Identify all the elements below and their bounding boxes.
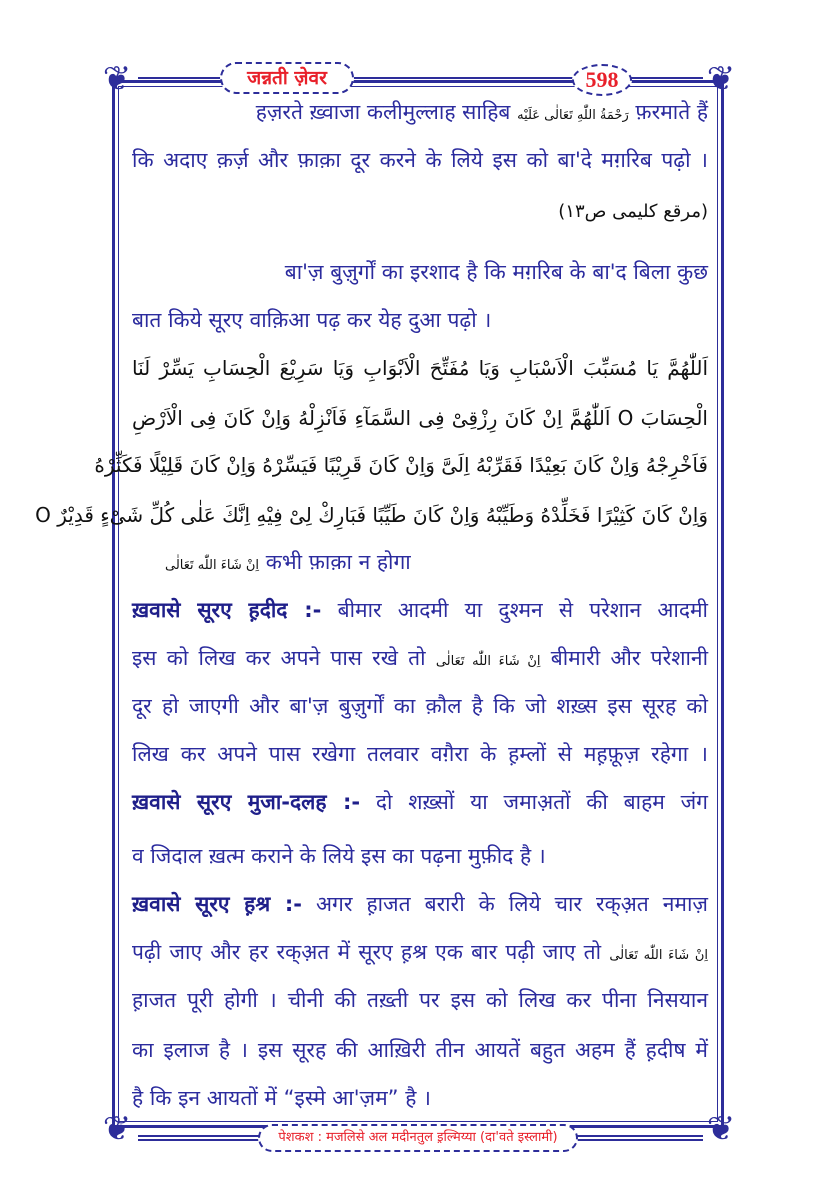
text-line — [132, 932, 708, 972]
text-segment: लिख कर अपने पास रखेगा तलवार वग़ैरा के ह़म्लों से मह़फ़ूज़ रहेगा । — [132, 742, 708, 766]
arabic-dua-line — [35, 495, 708, 535]
source-reference: (مرقع کلیمی ص۱۳) — [558, 201, 708, 222]
text-line — [132, 686, 708, 726]
text-segment: فَاَخْرِجْهُ وَاِنْ كَانَ بَعِیْدًا فَقَرِّبْهُ اِلَیَّ وَاِنْ كَانَ قَرِیْبًا فَیَسِّرْهُ وَاِنْ كَانَ قَلِیْلًا فَكَثِّرْهُ — [94, 453, 708, 477]
text-line — [132, 590, 708, 630]
arabic-dua-line — [94, 445, 708, 485]
text-line — [165, 542, 705, 582]
text-line — [132, 140, 708, 180]
arabic-dua-line — [132, 398, 708, 438]
text-segment: कि अदाए क़र्ज़ और फ़ाक़ा दूर करने के लिये इस को बा'दे मग़रिब पढ़ो । — [132, 148, 708, 172]
text-segment: पढ़ी जाए और हर रक्अ़त में सूरए ह़श्र एक बार पढ़ी जाए तो — [132, 940, 610, 964]
text-line — [132, 92, 708, 132]
ornament-corner-icon: ❦ — [102, 59, 132, 99]
ornament-corner-icon: ❦ — [706, 59, 736, 99]
text-line — [132, 638, 708, 678]
text-segment: ह़ाजत पूरी होगी । चीनी की तख़्ती पर इस को लिख कर पीना निसयान — [132, 988, 708, 1012]
arabic-honorific: اِنْ شَاءَ اللّٰه تَعَالٰی — [435, 654, 541, 669]
text-segment: الْحِسَابَ O اَللّٰهُمَّ اِنْ كَانَ رِزْقِیْ فِی السَّمَآءِ فَاَنْزِلْهُ وَاِنْ كَانَ فِی الْاَرْضِ — [132, 406, 708, 430]
text-line — [132, 782, 708, 822]
text-line — [132, 1030, 708, 1070]
text-line — [132, 884, 708, 924]
text-line — [132, 1078, 708, 1118]
text-segment: وَاِنْ كَانَ كَثِیْرًا فَخَلِّدْهُ وَطَیِّبْهُ وَاِنْ كَانَ طَیِّبًا فَبَارِكْ لِیْ فِیْهِ اِنَّكَ عَلٰی كُلِّ شَیْءٍ قَدِیْرٌ O — [35, 503, 708, 527]
text-segment: कभी फ़ाक़ा न होगा — [259, 550, 411, 574]
section-heading: ख़वासे सूरए ह़श्र :- — [132, 892, 302, 916]
text-segment: اَللّٰهُمَّ یَا مُسَبِّبَ الْاَسْبَابِ وَیَا مُفَتِّحَ الْاَبْوَابِ وَیَا سَرِیْعَ الْحِسَابِ یَسِّرْ لَنَا — [132, 356, 708, 380]
arabic-honorific: رَحْمَةُ اللّٰهِ تَعَالٰی عَلَیْه — [517, 108, 629, 123]
text-segment: हज़रते ख़्वाजा कलीमुल्लाह साहिब — [255, 100, 518, 124]
ornament-corner-icon: ❦ — [102, 1109, 132, 1149]
text-line — [132, 980, 708, 1020]
text-segment: बीमार आदमी या दुश्मन से परेशान आदमी — [321, 598, 708, 622]
text-segment: का इलाज है । इस सूरह की आख़िरी तीन आयतें बहुत अहम हैं ह़दीष में — [132, 1038, 708, 1062]
text-segment: दूर हो जाएगी और बा'ज़ बुज़ुर्गों का क़ौल है कि जो शख़्स इस सूरह को — [132, 694, 708, 718]
text-segment: फ़रमाते हैं — [628, 100, 708, 124]
arabic-honorific: اِنْ شَاءَ اللّٰه تَعَالٰی — [609, 948, 708, 963]
section-heading: ख़वासे सूरए मुजा-दलह :- — [132, 790, 361, 814]
text-line — [132, 300, 708, 340]
text-line — [132, 190, 708, 230]
text-segment: है कि इन आयतों में “इस्मे आ'ज़म” है । — [132, 1086, 431, 1110]
arabic-honorific: اِنْ شَاءَ اللّٰه تَعَالٰی — [165, 558, 260, 573]
arabic-dua-line — [132, 348, 708, 388]
text-line — [132, 734, 708, 774]
text-segment: दो शख़्सों या जमाअ़तों की बाहम जंग — [360, 790, 708, 814]
text-segment: बात किये सूरए वाक़िआ पढ़ कर येह दुआ पढ़ो । — [132, 308, 492, 332]
text-segment: व जिदाल ख़त्म कराने के लिये इस का पढ़ना मुफ़ीद है । — [132, 844, 546, 868]
text-line — [132, 836, 708, 876]
page-number: 598 — [572, 64, 632, 96]
section-heading: ख़वासे सूरए ह़दीद :- — [132, 598, 322, 622]
text-segment: अगर ह़ाजत बरारी के लिये चार रक्अ़त नमाज़ — [301, 892, 709, 916]
footer-publisher: पेशकश : मजलिसे अल मदीनतुल इ़ल्मिय्या (दा'वते इस्लामी) — [258, 1124, 578, 1152]
text-segment: बा'ज़ बुज़ुर्गों का इरशाद है कि मग़रिब के बा'द बिला कुछ — [284, 260, 708, 284]
text-segment: इस को लिख कर अपने पास रखे तो — [132, 646, 436, 670]
text-line — [132, 252, 708, 292]
ornament-corner-icon: ❦ — [706, 1109, 736, 1149]
book-title: जन्नती ज़ेवर — [220, 62, 354, 94]
text-segment: बीमारी और परेशानी — [540, 646, 709, 670]
